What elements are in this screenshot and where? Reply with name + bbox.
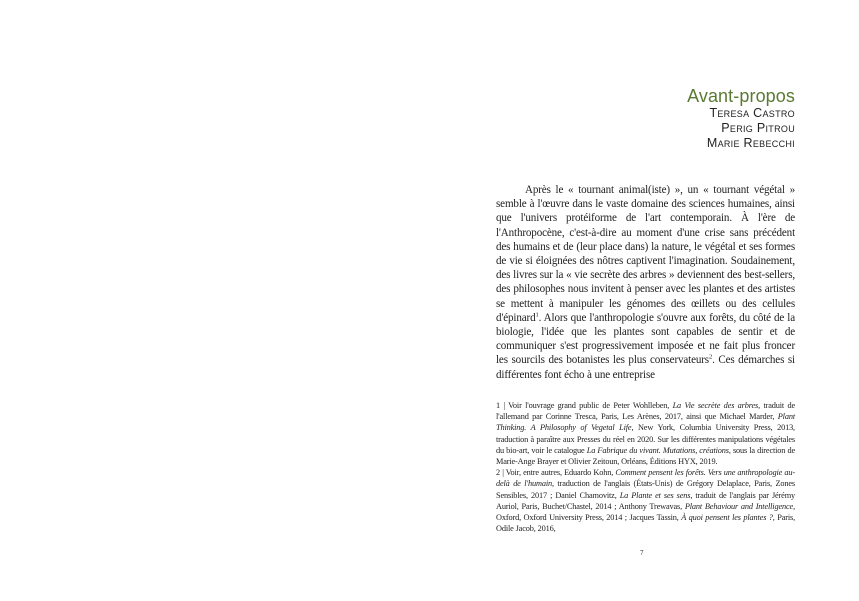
paragraph-text: . Ces démarches si différentes font écho à une entreprise: [496, 354, 795, 381]
footnote-text: , Oxford, Oxford University Press, 2014 ; Jacques Tassin,: [496, 501, 795, 523]
footnote-text: , traduit de l'anglais par Jérémy Auriol, Paris, Buchet/Chastel, 2014 ; Anthony Trewavas,: [496, 490, 795, 511]
footnote-title: La Plante et ses sens: [619, 490, 691, 500]
footnote-title: Plant Thinking. A Philosophy of Vegetal Life: [496, 412, 795, 433]
footnote-text: , traduction de l'anglais (États-Unis) de Grégory Delaplace, Paris, Zones Sensibles, 2017 ; Daniel Chamovitz,: [496, 479, 795, 500]
author-name: Marie Rebecchi: [706, 136, 795, 150]
footnote-text: 1 | Voir l'ouvrage grand public de Peter Wohlleben,: [496, 401, 673, 410]
body-text: [496, 183, 795, 382]
paragraph-text: Après le « tournant animal(iste) », un « tournant végétal » semble à l'œuvre dans le vaste domaine des sciences humaines, ainsi que l'univers protéiforme de l'art contemporain. À l'ère de l'Anthropocène, c'est-à-dire au moment d'une crise sans précédent des humains et de (leur place dans) la nature, le végétal et ses formes de vie si éloignées des nôtres captivent l'imagination. Soudainement, des livres sur la « vie secrète des arbres » deviennent des best-sellers, des philosophes nous invitent à penser avec les plantes et des artistes se mettent à manipuler les génomes des œillets ou des cellules d'épinard: [496, 184, 795, 324]
author-name: Teresa Castro: [709, 106, 795, 120]
footnote-ref: 2: [708, 353, 713, 361]
author-name: Perig Pitrou: [721, 121, 795, 135]
footnote-text: , Paris, Odile Jacob, 2016,: [496, 513, 795, 534]
chapter-title: Avant-propos: [687, 86, 795, 106]
chapter-heading: [687, 86, 795, 151]
footnote-title: À quoi pensent les plantes ?: [681, 513, 773, 523]
paragraph: [496, 183, 795, 382]
page-number: 7: [640, 549, 644, 557]
footnote-ref: 1: [535, 311, 539, 319]
footnote-text: , traduit de l'allemand par Corinne Tresca, Paris, Les Arènes, 2017, ainsi que Michael Marder,: [496, 401, 795, 422]
footnote-1: [496, 400, 795, 467]
footnote-title: Comment pensent les forêts. Vers une anthropologie au-delà de l'humain: [496, 468, 795, 489]
footnote-text: , New York, Columbia University Press, 2013, traduction à paraître aux Presses du réel en 2020. Sur les différentes manipulations végétales du bio-art, voir le catalogue: [496, 423, 795, 455]
footnote-title: La Vie secrète des arbres: [672, 401, 759, 410]
footnote-text: , sous la direction de Marie-Ange Brayer et Olivier Zeitoun, Orléans, Éditions HYX, 2019.: [496, 445, 795, 467]
footnote-title: Plant Behaviour and Intelligence: [684, 501, 794, 511]
footnote-2: [496, 467, 795, 534]
footnote-title: La Fabrique du vivant. Mutations, créations: [586, 445, 729, 455]
paragraph-text: . Alors que l'anthropologie s'ouvre aux forêts, du côté de la biologie, l'idée que les plantes sont capables de sentir et de communiquer s'est progressivement imposée et ne fait plus froncer les sourcils des botanistes les plus conservateurs: [496, 311, 795, 367]
footnotes: [496, 400, 795, 534]
footnote-text: 2 | Voir, entre autres, Eduardo Kohn,: [496, 468, 616, 478]
